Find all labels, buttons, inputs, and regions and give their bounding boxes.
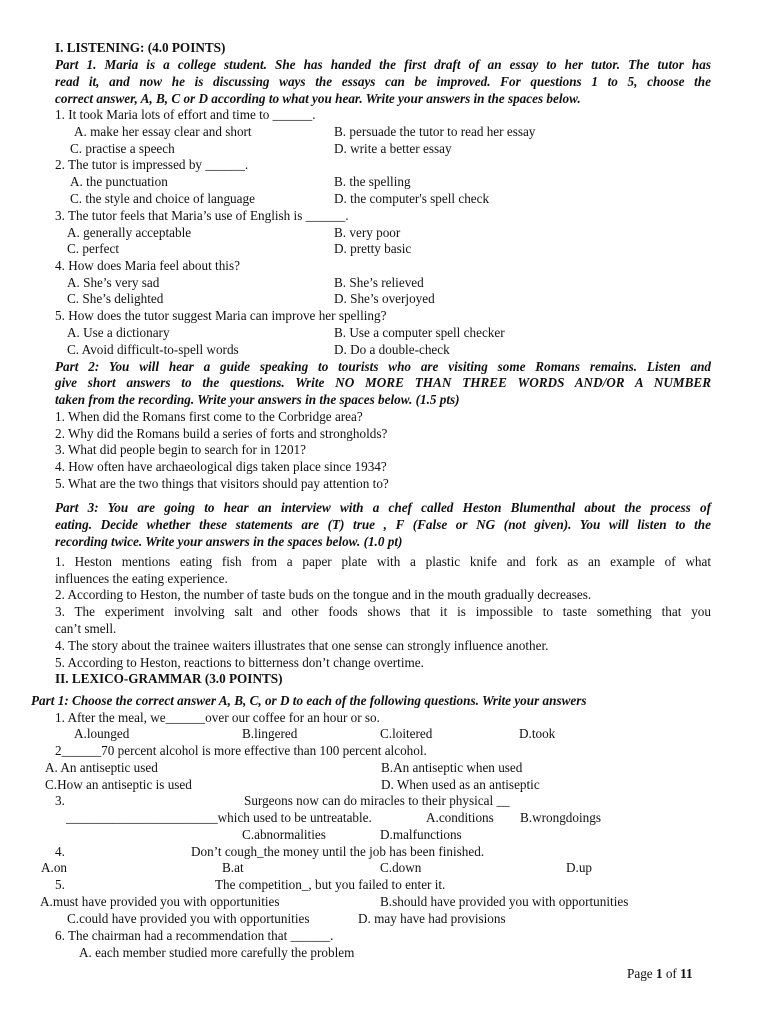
option-d: D. write a better essay	[334, 141, 452, 156]
short-answer-question: 3. What did people begin to search for in 1201?	[55, 442, 306, 457]
option-b: B.should have provided you with opportunities	[380, 894, 629, 909]
option-b: B. Use a computer spell checker	[334, 325, 505, 340]
option-b: B. very poor	[334, 225, 401, 240]
option-d: D. When used as an antiseptic	[381, 777, 540, 792]
part1-instruction-line: correct answer, A, B, C or D according to what you hear. Write your answers in the spaces below.	[55, 91, 581, 106]
option-a: A. each member studied more carefully the problem	[79, 945, 355, 960]
part3-instruction-line: recording twice. Write your answers in the spaces below. (1.0 pt)	[55, 534, 403, 549]
part1-instruction-line: Part 1. Maria is a college student. She has handed the first draft of an essay to her tutor. The tutor has	[55, 57, 711, 72]
question-stem: The competition_, but you failed to enter it.	[215, 877, 446, 892]
question-stem: 1. It took Maria lots of effort and time to ______.	[55, 107, 316, 122]
option-c: C.down	[380, 860, 422, 875]
option-c: C.loitered	[380, 726, 433, 741]
option-d: D.up	[566, 860, 593, 875]
option-a: A.must have provided you with opportunities	[40, 894, 280, 909]
part2-instruction-line: give short answers to the questions. Write NO MORE THAN THREE WORDS AND/OR A NUMBER	[55, 375, 711, 390]
short-answer-question: 4. How often have archaeological digs taken place since 1934?	[55, 459, 387, 474]
short-answer-question: 1. When did the Romans first come to the Corbridge area?	[55, 409, 363, 424]
statement-1-cont: influences the eating experience.	[55, 571, 228, 586]
question-stem: 2______70 percent alcohol is more effective than 100 percent alcohol.	[55, 743, 427, 758]
short-answer-question: 5. What are the two things that visitors should pay attention to?	[55, 476, 389, 491]
page-total: 11	[680, 966, 693, 981]
section-heading-listening: I. LISTENING: (4.0 POINTS)	[55, 40, 226, 55]
option-b: B. persuade the tutor to read her essay	[334, 124, 536, 139]
option-c: C. She’s delighted	[67, 291, 164, 306]
option-a: A. make her essay clear and short	[74, 124, 252, 139]
page-label: Page	[627, 966, 656, 981]
part1-instruction-line: read it, and now he is discussing ways the essays can be improved. For questions 1 to 5, choose the	[55, 74, 711, 89]
option-a: A. the punctuation	[70, 174, 168, 189]
question-stem: 6. The chairman had a recommendation that ______.	[55, 928, 334, 943]
statement-5: 5. According to Heston, reactions to bitterness don’t change overtime.	[55, 655, 424, 670]
option-a: A. Use a dictionary	[67, 325, 170, 340]
option-b: B.lingered	[242, 726, 298, 741]
page-of-label: of	[662, 966, 681, 981]
question-stem-cont: _______________________which used to be untreatable.	[66, 810, 372, 825]
question-stem: 3. The tutor feels that Maria’s use of English is ______.	[55, 208, 349, 223]
option-d: D. pretty basic	[334, 241, 412, 256]
option-a: A. She’s very sad	[67, 275, 160, 290]
option-c: C.could have provided you with opportunities	[67, 911, 310, 926]
page-number: 1	[655, 966, 663, 981]
option-b: B.wrongdoings	[520, 810, 601, 825]
option-c: C. perfect	[67, 241, 119, 256]
option-a: A.lounged	[74, 726, 130, 741]
option-d: D.took	[519, 726, 556, 741]
statement-3: 3. The experiment involving salt and other foods shows that it is impossible to taste something that you	[55, 604, 711, 619]
part3-instruction-line: Part 3: You are going to hear an interview with a chef called Heston Blumenthal about the process of	[55, 500, 711, 515]
option-d: D. Do a double-check	[334, 342, 450, 357]
part2-instruction-line: taken from the recording. Write your answers in the spaces below. (1.5 pts)	[55, 392, 460, 407]
option-d: D. may have had provisions	[358, 911, 506, 926]
option-b: B.An antiseptic when used	[381, 760, 523, 775]
option-c: C.How an antiseptic is used	[45, 777, 192, 792]
option-d: D.malfunctions	[380, 827, 462, 842]
option-a: A. An antiseptic used	[45, 760, 158, 775]
question-stem: 2. The tutor is impressed by ______.	[55, 157, 249, 172]
statement-3-cont: can’t smell.	[55, 621, 117, 636]
lexico-part1-instruction: Part 1: Choose the correct answer A, B, C, or D to each of the following questions. Write your answers	[31, 693, 587, 708]
option-b: B.at	[222, 860, 244, 875]
short-answer-question: 2. Why did the Romans build a series of forts and strongholds?	[55, 426, 388, 441]
statement-1: 1. Heston mentions eating fish from a paper plate with a plastic knife and fork as an example of what	[55, 554, 711, 569]
option-c: C.abnormalities	[242, 827, 326, 842]
option-b: B. She’s relieved	[334, 275, 424, 290]
question-number: 5.	[55, 877, 65, 892]
section-heading-lexico-grammar: II. LEXICO-GRAMMAR (3.0 POINTS)	[55, 671, 283, 686]
question-stem: 1. After the meal, we______over our coffee for an hour or so.	[55, 710, 380, 725]
question-stem: Don’t cough_the money until the job has been finished.	[191, 844, 485, 859]
question-stem: Surgeons now can do miracles to their physical __	[244, 793, 510, 808]
statement-4: 4. The story about the trainee waiters illustrates that one sense can strongly influence another.	[55, 638, 549, 653]
option-d: D. the computer's spell check	[334, 191, 490, 206]
option-b: B. the spelling	[334, 174, 411, 189]
option-a: A. generally acceptable	[67, 225, 192, 240]
option-c: C. practise a speech	[70, 141, 175, 156]
option-a: A.conditions	[426, 810, 494, 825]
part2-instruction-line: Part 2: You will hear a guide speaking to tourists who are visiting some Romans remains. Listen and	[55, 359, 711, 374]
question-number: 4.	[55, 844, 65, 859]
question-stem: 5. How does the tutor suggest Maria can improve her spelling?	[55, 308, 387, 323]
question-number: 3.	[55, 793, 65, 808]
option-d: D. She’s overjoyed	[334, 291, 435, 306]
part3-instruction-line: eating. Decide whether these statements are (T) true , F (False or NG (not given). You will listen to the	[55, 517, 711, 532]
option-c: C. Avoid difficult-to-spell words	[67, 342, 239, 357]
question-stem: 4. How does Maria feel about this?	[55, 258, 240, 273]
option-c: C. the style and choice of language	[70, 191, 255, 206]
option-a: A.on	[41, 860, 68, 875]
page-footer	[627, 966, 693, 982]
statement-2: 2. According to Heston, the number of taste buds on the tongue and in the mouth gradually decreases.	[55, 587, 592, 602]
